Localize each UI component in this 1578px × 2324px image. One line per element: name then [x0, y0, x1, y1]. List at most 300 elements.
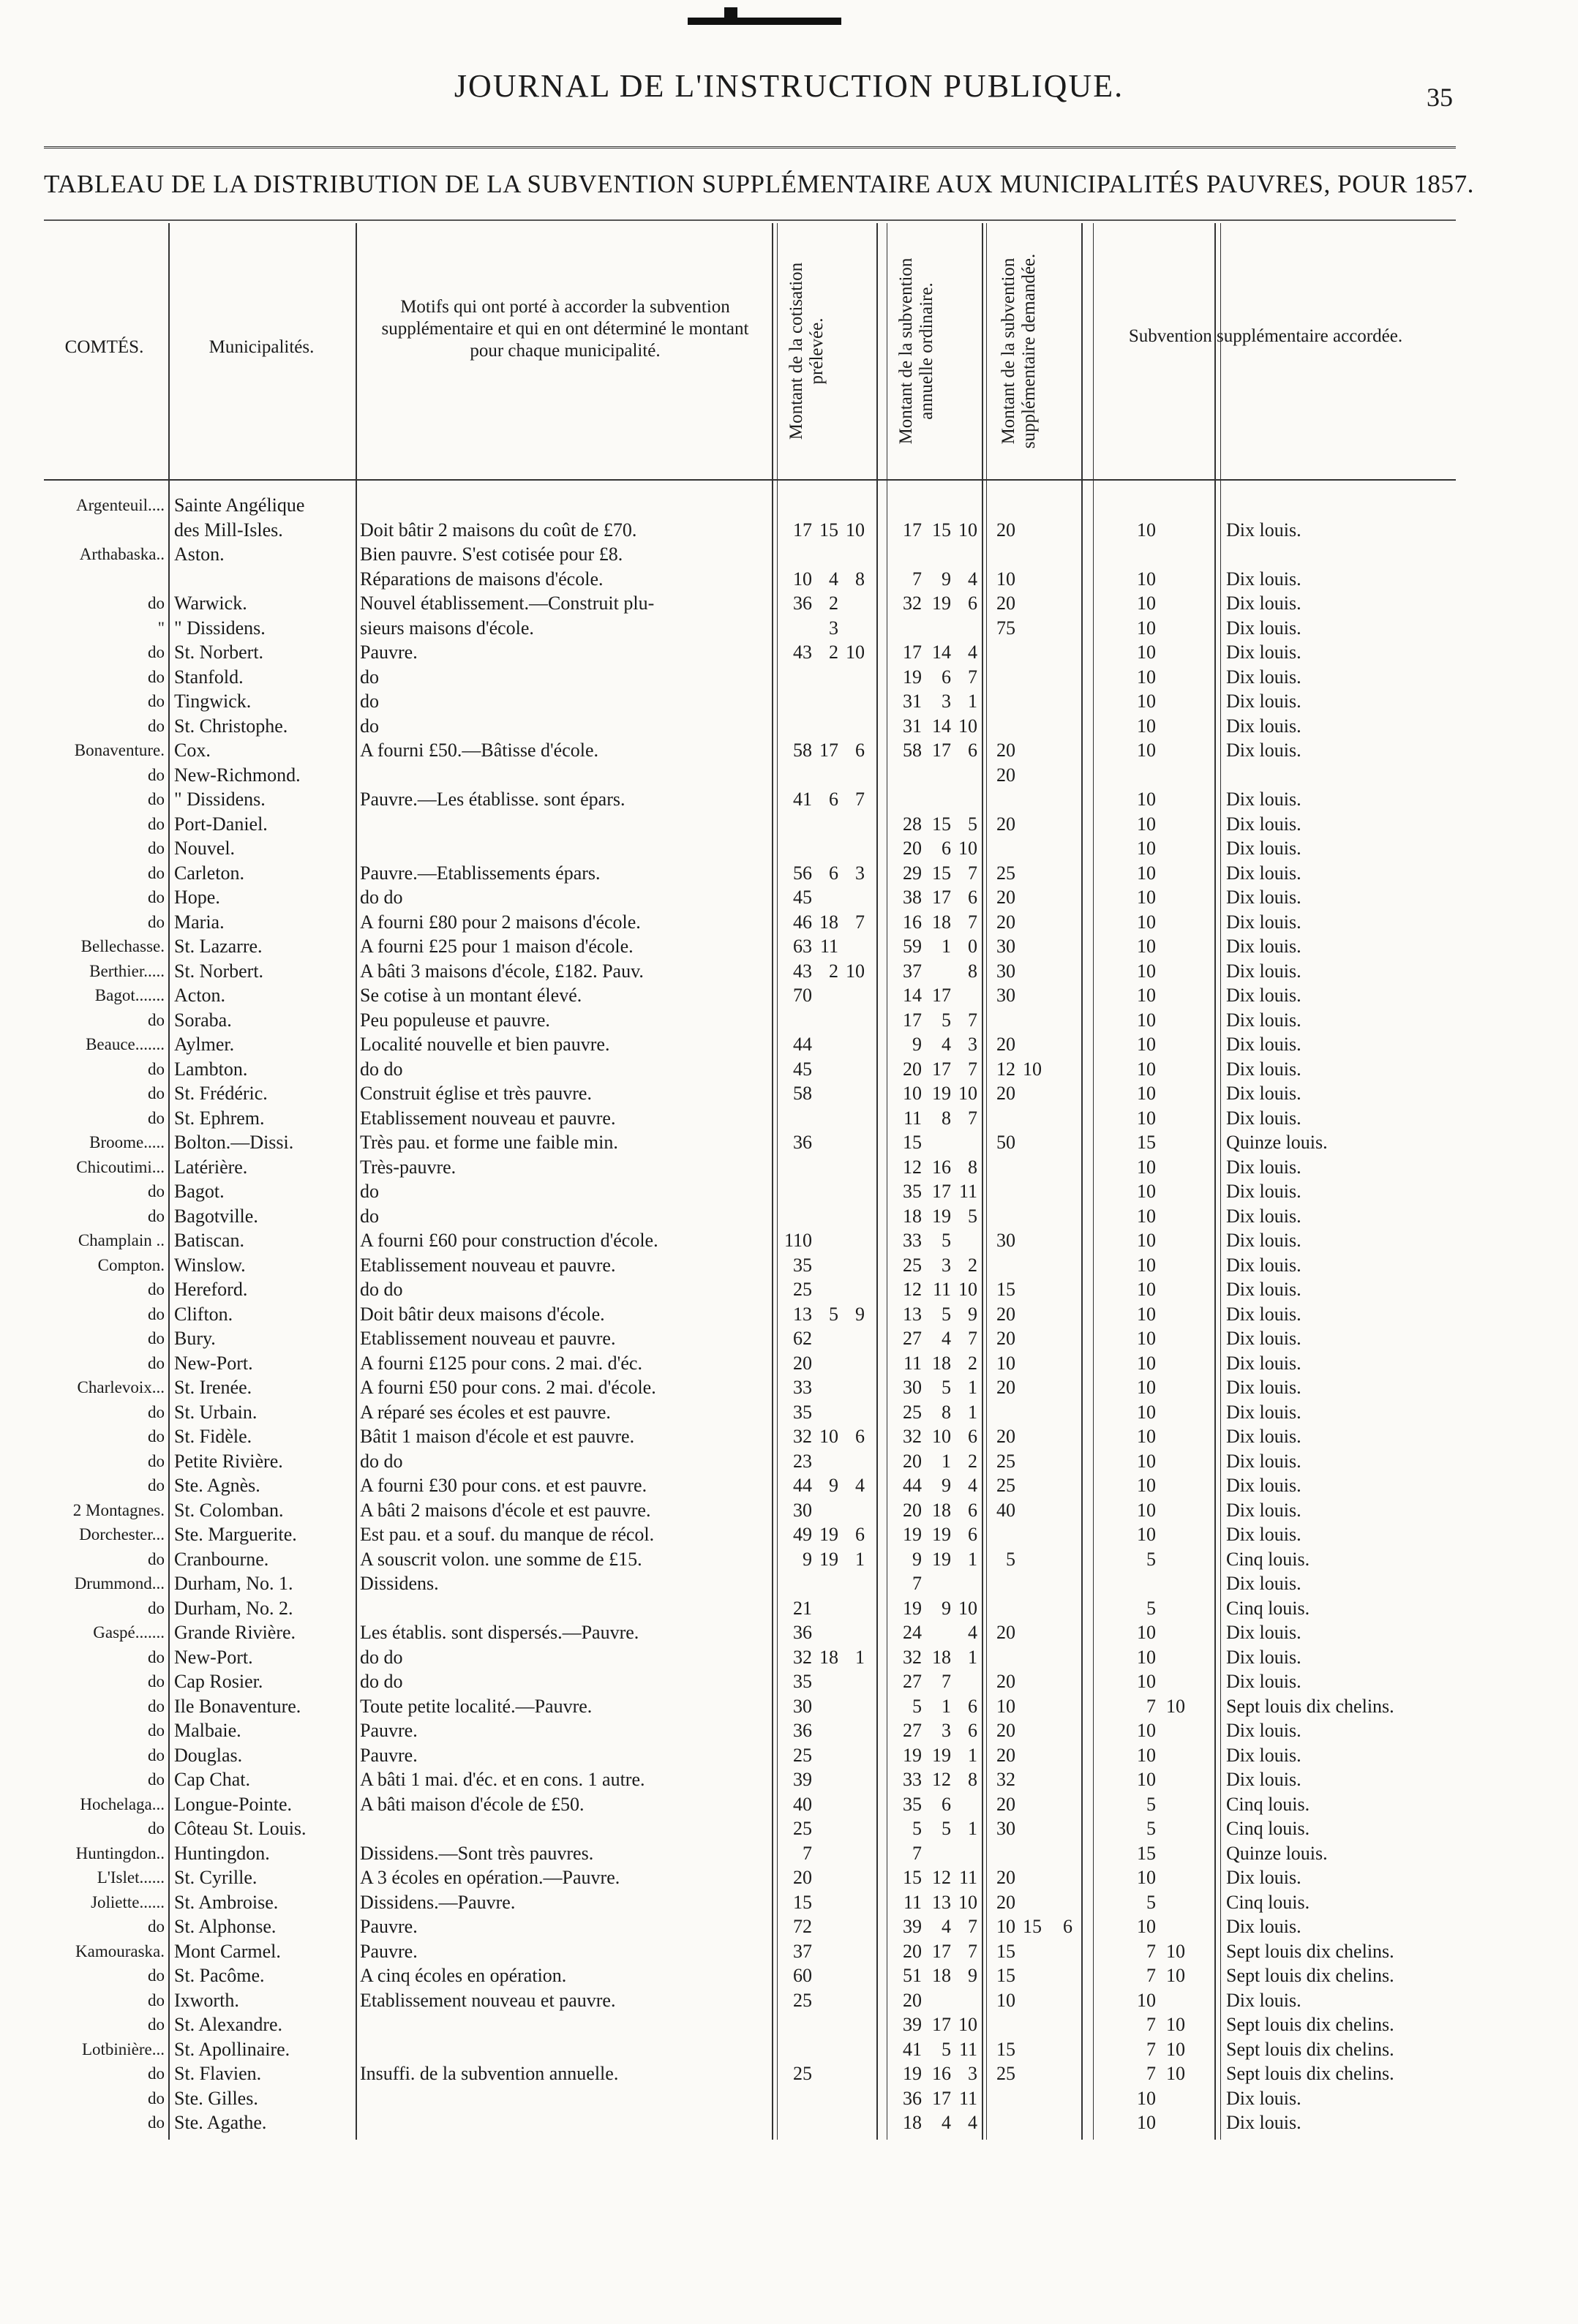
amount-cell: 14: [932, 715, 951, 737]
comte-cell: do: [148, 1059, 165, 1078]
subvention-words-cell: Dix louis.: [1226, 887, 1301, 908]
municipalite-cell: Ile Bonaventure.: [174, 1695, 301, 1717]
comte-cell: Dorchester...: [79, 1525, 165, 1543]
municipalite-cell: St. Colomban.: [174, 1499, 284, 1521]
amount-cell: 1: [855, 1548, 865, 1570]
amount-cell: 25: [793, 1744, 812, 1766]
municipalite-cell: Nouvel.: [174, 838, 236, 859]
amount-cell: 4: [942, 1916, 951, 1937]
municipalite-cell: Cox.: [174, 740, 211, 761]
comte-cell: Argenteuil....: [76, 496, 165, 514]
amount-cell: 10: [1166, 1695, 1185, 1717]
amount-cell: 7: [1146, 2038, 1156, 2060]
amount-cell: 10: [903, 1083, 922, 1104]
amount-cell: 7: [968, 911, 977, 933]
municipalite-cell: St. Frédéric.: [174, 1083, 268, 1104]
subvention-words-cell: Dix louis.: [1226, 2112, 1301, 2133]
amount-cell: 9: [942, 1475, 951, 1496]
amount-cell: 4: [968, 2112, 977, 2133]
subvention-words-cell: Dix louis.: [1226, 2087, 1301, 2109]
amount-cell: 5: [942, 1303, 951, 1325]
amount-cell: 6: [855, 1524, 865, 1545]
municipalite-cell: Sainte Angélique: [174, 494, 305, 516]
amount-cell: 10: [846, 519, 865, 541]
motif-cell: do: [360, 666, 379, 688]
amount-cell: 36: [903, 2087, 922, 2109]
amount-cell: 10: [1137, 813, 1156, 835]
municipalite-cell: Carleton.: [174, 862, 245, 884]
motif-cell: Nouvel établissement.—Construit plu-: [360, 593, 655, 614]
amount-cell: 11: [958, 1181, 977, 1202]
amount-cell: 18: [932, 1352, 951, 1374]
amount-cell: 10: [1137, 2112, 1156, 2133]
amount-cell: 10: [958, 2014, 977, 2035]
amount-cell: 6: [829, 862, 838, 884]
amount-cell: 15: [932, 519, 951, 541]
amount-cell: 40: [793, 1793, 812, 1815]
amount-cell: 44: [793, 1034, 812, 1055]
comte-cell: do: [148, 1990, 165, 2009]
motif-cell: do: [360, 691, 379, 712]
municipalite-cell: Acton.: [174, 985, 226, 1006]
comte-cell: Compton.: [97, 1255, 165, 1274]
municipalite-cell: Cap Chat.: [174, 1769, 250, 1790]
amount-cell: 18: [819, 1646, 838, 1668]
amount-cell: 15: [996, 1279, 1015, 1300]
amount-cell: 5: [1146, 1597, 1156, 1619]
amount-cell: 6: [968, 1426, 977, 1447]
amount-cell: 5: [1146, 1793, 1156, 1815]
amount-cell: 9: [968, 1965, 977, 1986]
subvention-words-cell: Dix louis.: [1226, 1475, 1301, 1496]
subvention-words-cell: Dix louis.: [1226, 1744, 1301, 1766]
motif-cell: do do: [360, 1646, 403, 1668]
comte-cell: do: [148, 1329, 165, 1347]
municipalite-cell: Petite Rivière.: [174, 1450, 283, 1472]
amount-cell: 5: [829, 1303, 838, 1325]
amount-cell: 11: [932, 1279, 951, 1300]
motif-cell: Etablissement nouveau et pauvre.: [360, 1107, 616, 1129]
amount-cell: 20: [996, 764, 1015, 786]
municipalite-cell: Tingwick.: [174, 691, 252, 712]
amount-cell: 10: [1137, 1524, 1156, 1545]
amount-cell: 20: [996, 911, 1015, 933]
amount-cell: 4: [942, 2112, 951, 2133]
municipalite-cell: St. Urbain.: [174, 1401, 258, 1423]
table-row: [0, 1744, 1578, 1767]
amount-cell: 25: [793, 1989, 812, 2011]
amount-cell: 15: [932, 813, 951, 835]
amount-cell: 6: [942, 838, 951, 859]
amount-cell: 8: [942, 1107, 951, 1129]
table-row: [0, 1180, 1578, 1203]
municipalite-cell: Batiscan.: [174, 1230, 245, 1251]
amount-cell: 1: [968, 1818, 977, 1839]
table-row: [0, 592, 1578, 615]
amount-cell: 30: [996, 1230, 1015, 1251]
amount-cell: 63: [793, 936, 812, 957]
table-row: [0, 1866, 1578, 1889]
subvention-words-cell: Dix louis.: [1226, 1450, 1301, 1472]
motif-cell: do: [360, 1181, 379, 1202]
subvention-words-cell: Quinze louis.: [1226, 1132, 1328, 1153]
amount-cell: 13: [793, 1303, 812, 1325]
amount-cell: 15: [932, 862, 951, 884]
amount-cell: 7: [855, 911, 865, 933]
amount-cell: 3: [968, 2063, 977, 2084]
motif-cell: Dissidens.—Sont très pauvres.: [360, 1842, 594, 1864]
amount-cell: 6: [968, 740, 977, 761]
amount-cell: 10: [1137, 1328, 1156, 1349]
amount-cell: 23: [793, 1450, 812, 1472]
comte-cell: do: [148, 1353, 165, 1372]
municipalite-cell: St. Fidèle.: [174, 1426, 252, 1447]
comte-cell: do: [148, 1696, 165, 1715]
comte-cell: L'Islet......: [97, 1868, 165, 1887]
municipalite-cell: Ste. Marguerite.: [174, 1524, 297, 1545]
table-row: [0, 1082, 1578, 1105]
table-row: [0, 1768, 1578, 1791]
amount-cell: 17: [932, 2087, 951, 2109]
amount-cell: 10: [1137, 691, 1156, 712]
comte-cell: do: [148, 2064, 165, 2083]
comte-cell: Kamouraska.: [75, 1941, 165, 1960]
municipalite-cell: St. Norbert.: [174, 960, 264, 982]
amount-cell: 10: [1137, 715, 1156, 737]
amount-cell: 5: [1146, 1548, 1156, 1570]
header-subvention-accordee: Subvention supplémentaire accordée.: [1128, 326, 1403, 346]
subvention-words-cell: Dix louis.: [1226, 936, 1301, 957]
amount-cell: 30: [996, 936, 1015, 957]
amount-cell: 41: [903, 2038, 922, 2060]
amount-cell: 11: [958, 2038, 977, 2060]
amount-cell: 10: [1137, 1622, 1156, 1643]
amount-cell: 44: [793, 1475, 812, 1496]
amount-cell: 20: [996, 1328, 1015, 1349]
motif-cell: A fourni £60 pour construction d'école.: [360, 1230, 658, 1251]
amount-cell: 10: [1166, 2014, 1185, 2035]
subvention-words-cell: Dix louis.: [1226, 1009, 1301, 1031]
motif-cell: Pauvre.: [360, 1916, 418, 1937]
subvention-words-cell: Dix louis.: [1226, 642, 1301, 663]
amount-cell: 10: [1137, 1181, 1156, 1202]
table-row: [0, 1205, 1578, 1228]
subvention-words-cell: Sept louis dix chelins.: [1226, 1940, 1394, 1962]
amount-cell: 12: [903, 1156, 922, 1178]
table-row: [0, 1915, 1578, 1938]
amount-cell: 10: [996, 1352, 1015, 1374]
amount-cell: 12: [996, 1058, 1015, 1080]
amount-cell: 17: [903, 642, 922, 663]
comte-cell: Lotbinière...: [81, 2039, 165, 2058]
table-row: [0, 1058, 1578, 1081]
table-row: [0, 1474, 1578, 1497]
subvention-words-cell: Dix louis.: [1226, 1401, 1301, 1423]
table-row: [0, 1670, 1578, 1693]
amount-cell: 10: [1137, 1303, 1156, 1325]
motif-cell: Dissidens.: [360, 1573, 439, 1594]
table-row: [0, 1719, 1578, 1742]
comte-cell: do: [148, 1280, 165, 1298]
amount-cell: 10: [1137, 1426, 1156, 1447]
amount-cell: 10: [1137, 985, 1156, 1006]
comte-cell: do: [148, 643, 165, 661]
table-row: [0, 1621, 1578, 1644]
comte-cell: do: [148, 790, 165, 808]
comte-cell: do: [148, 814, 165, 833]
municipalite-cell: Longue-Pointe.: [174, 1793, 293, 1815]
subvention-words-cell: Dix louis.: [1226, 1083, 1301, 1104]
amount-cell: 11: [958, 1867, 977, 1888]
amount-cell: 7: [968, 1940, 977, 1962]
amount-cell: 19: [932, 1205, 951, 1227]
comte-cell: do: [148, 1966, 165, 1985]
amount-cell: 20: [996, 1867, 1015, 1888]
amount-cell: 10: [846, 960, 865, 982]
amount-cell: 10: [1137, 1744, 1156, 1766]
comte-cell: do: [148, 863, 165, 882]
amount-cell: 19: [903, 1597, 922, 1619]
table-row: [0, 543, 1578, 566]
amount-cell: 4: [968, 1475, 977, 1496]
amount-cell: 14: [903, 985, 922, 1006]
amount-cell: 7: [1146, 1965, 1156, 1986]
amount-cell: 19: [932, 593, 951, 614]
motif-cell: Pauvre.—Les établisse. sont épars.: [360, 789, 625, 810]
municipalite-cell: St. Ambroise.: [174, 1891, 279, 1913]
motif-cell: A fourni £25 pour 1 maison d'école.: [360, 936, 634, 957]
table-row: [0, 1156, 1578, 1179]
amount-cell: 11: [958, 2087, 977, 2109]
decorative-bar: [688, 18, 841, 25]
amount-cell: 3: [942, 1254, 951, 1276]
amount-cell: 20: [793, 1867, 812, 1888]
amount-cell: 10: [958, 715, 977, 737]
amount-cell: 3: [829, 617, 838, 639]
amount-cell: 9: [829, 1475, 838, 1496]
amount-cell: 8: [968, 1156, 977, 1178]
motif-cell: Se cotise à un montant élevé.: [360, 985, 582, 1006]
comte-cell: Joliette......: [91, 1892, 165, 1911]
amount-cell: 56: [793, 862, 812, 884]
table-row: [0, 1131, 1578, 1154]
amount-cell: 4: [855, 1475, 865, 1496]
comte-cell: do: [148, 1182, 165, 1200]
comte-cell: do: [148, 1549, 165, 1568]
amount-cell: 6: [968, 887, 977, 908]
amount-cell: 10: [1137, 568, 1156, 590]
amount-cell: 4: [968, 642, 977, 663]
amount-cell: 17: [932, 985, 951, 1006]
amount-cell: 4: [942, 1034, 951, 1055]
motif-cell: Localité nouvelle et bien pauvre.: [360, 1034, 610, 1055]
amount-cell: 10: [1166, 1940, 1185, 1962]
amount-cell: 10: [958, 1891, 977, 1913]
amount-cell: 10: [1137, 862, 1156, 884]
municipalite-cell: St. Flavien.: [174, 2063, 262, 2084]
motif-cell: A fourni £50 pour cons. 2 mai. d'école.: [360, 1377, 656, 1398]
motif-cell: Pauvre.: [360, 1940, 418, 1962]
motif-cell: Etablissement nouveau et pauvre.: [360, 1989, 616, 2011]
comte-cell: do: [148, 1427, 165, 1445]
comte-cell: Drummond...: [74, 1574, 165, 1592]
amount-cell: 25: [996, 862, 1015, 884]
subvention-words-cell: Dix louis.: [1226, 1671, 1301, 1692]
motif-cell: Pauvre.: [360, 1720, 418, 1741]
amount-cell: 20: [996, 1891, 1015, 1913]
header-subvention-demandee: Montant de la subvention supplémentaire demandée.: [999, 253, 1039, 449]
amount-cell: 51: [903, 1965, 922, 1986]
amount-cell: 39: [903, 2014, 922, 2035]
amount-cell: 19: [903, 2063, 922, 2084]
municipalite-cell: Malbaie.: [174, 1720, 241, 1741]
comte-cell: do: [148, 1917, 165, 1936]
subvention-words-cell: Dix louis.: [1226, 1254, 1301, 1276]
amount-cell: 25: [996, 2063, 1015, 2084]
subvention-words-cell: Sept louis dix chelins.: [1226, 1695, 1394, 1717]
table-row: [0, 788, 1578, 811]
header-motifs: Motifs qui ont porté à accorder la subvention supplémentaire et qui en ont déterminé le montant pour chaque municipalité.: [381, 297, 749, 361]
comte-cell: do: [148, 912, 165, 931]
subvention-words-cell: Dix louis.: [1226, 715, 1301, 737]
motif-cell: do do: [360, 1671, 403, 1692]
municipalite-cell: Douglas.: [174, 1744, 243, 1766]
amount-cell: 35: [793, 1671, 812, 1692]
amount-cell: 10: [1137, 1058, 1156, 1080]
amount-cell: 15: [996, 2038, 1015, 2060]
amount-cell: 35: [903, 1793, 922, 1815]
amount-cell: 10: [1166, 2063, 1185, 2084]
amount-cell: 49: [793, 1524, 812, 1545]
municipalite-cell: New-Port.: [174, 1646, 253, 1668]
comte-cell: do: [148, 1010, 165, 1029]
motif-cell: Etablissement nouveau et pauvre.: [360, 1254, 616, 1276]
municipalite-cell: Soraba.: [174, 1009, 232, 1031]
subvention-words-cell: Dix louis.: [1226, 1279, 1301, 1300]
subvention-words-cell: Dix louis.: [1226, 1622, 1301, 1643]
amount-cell: 1: [855, 1646, 865, 1668]
amount-cell: 35: [903, 1181, 922, 1202]
table-row: [0, 690, 1578, 713]
amount-cell: 58: [793, 1083, 812, 1104]
comte-cell: Gaspé.......: [93, 1623, 165, 1642]
table-row: [0, 1817, 1578, 1840]
amount-cell: 70: [793, 985, 812, 1006]
municipalite-cell: St. Pacôme.: [174, 1965, 265, 1986]
amount-cell: 6: [968, 1695, 977, 1717]
amount-cell: 1: [968, 1744, 977, 1766]
amount-cell: 10: [793, 568, 812, 590]
amount-cell: 11: [903, 1891, 922, 1913]
amount-cell: 72: [793, 1916, 812, 1937]
comte-cell: do: [148, 1745, 165, 1764]
comte-cell: do: [148, 765, 165, 784]
municipalite-cell: St. Irenée.: [174, 1377, 252, 1398]
amount-cell: 10: [958, 1083, 977, 1104]
top-rule: [44, 146, 1456, 148]
amount-cell: 5: [942, 1230, 951, 1251]
amount-cell: 17: [932, 740, 951, 761]
amount-cell: 5: [942, 1377, 951, 1398]
amount-cell: 20: [996, 1083, 1015, 1104]
amount-cell: 14: [932, 642, 951, 663]
table-row: [0, 1376, 1578, 1399]
table-row: [0, 715, 1578, 738]
amount-cell: 24: [903, 1622, 922, 1643]
amount-cell: 5: [942, 1009, 951, 1031]
amount-cell: 7: [1146, 2014, 1156, 2035]
table-row: [0, 862, 1578, 885]
subvention-words-cell: Dix louis.: [1226, 1328, 1301, 1349]
amount-cell: 35: [793, 1254, 812, 1276]
amount-cell: 15: [1023, 1916, 1042, 1937]
amount-cell: 4: [942, 1328, 951, 1349]
amount-cell: 12: [903, 1279, 922, 1300]
amount-cell: 7: [855, 789, 865, 810]
motif-cell: A souscrit volon. une somme de £15.: [360, 1548, 642, 1570]
amount-cell: 20: [996, 1793, 1015, 1815]
table-row: [0, 1523, 1578, 1546]
motif-cell: do do: [360, 1279, 403, 1300]
table-row: [0, 1646, 1578, 1669]
table-row: [0, 1425, 1578, 1448]
amount-cell: 32: [903, 1646, 922, 1668]
motif-cell: do do: [360, 1058, 403, 1080]
amount-cell: 19: [903, 1524, 922, 1545]
motif-cell: sieurs maisons d'école.: [360, 617, 534, 639]
title-rule: [44, 219, 1456, 221]
amount-cell: 33: [903, 1230, 922, 1251]
table-row: [0, 1303, 1578, 1326]
comte-cell: Bagot.......: [94, 986, 165, 1004]
comte-cell: do: [148, 839, 165, 857]
municipalite-cell: Ste. Agnès.: [174, 1475, 260, 1496]
amount-cell: 20: [996, 593, 1015, 614]
amount-cell: 37: [793, 1940, 812, 1962]
amount-cell: 7: [968, 1107, 977, 1129]
amount-cell: 20: [996, 1426, 1015, 1447]
comte-cell: do: [148, 888, 165, 906]
amount-cell: 32: [793, 1646, 812, 1668]
amount-cell: 15: [903, 1132, 922, 1153]
table-row: [0, 984, 1578, 1007]
amount-cell: 30: [996, 1818, 1015, 1839]
subvention-words-cell: Dix louis.: [1226, 519, 1301, 541]
amount-cell: 1: [942, 1450, 951, 1472]
motif-cell: A réparé ses écoles et est pauvre.: [360, 1401, 611, 1423]
amount-cell: 4: [968, 568, 977, 590]
subvention-words-cell: Dix louis.: [1226, 1352, 1301, 1374]
amount-cell: 7: [968, 1328, 977, 1349]
amount-cell: 7: [968, 1058, 977, 1080]
municipalite-cell: Bagotville.: [174, 1205, 258, 1227]
table-row: [0, 1254, 1578, 1277]
table-row: [0, 1891, 1578, 1914]
amount-cell: 8: [968, 1769, 977, 1790]
amount-cell: 41: [793, 789, 812, 810]
amount-cell: 8: [968, 960, 977, 982]
amount-cell: 20: [996, 1377, 1015, 1398]
municipalite-cell: Mont Carmel.: [174, 1940, 281, 1962]
amount-cell: 7: [968, 1916, 977, 1937]
amount-cell: 10: [996, 1989, 1015, 2011]
comte-cell: do: [148, 1108, 165, 1127]
table-row: [0, 1695, 1578, 1718]
amount-cell: 19: [819, 1524, 838, 1545]
amount-cell: 18: [903, 1205, 922, 1227]
table-row: [0, 886, 1578, 909]
table-row: [0, 666, 1578, 689]
